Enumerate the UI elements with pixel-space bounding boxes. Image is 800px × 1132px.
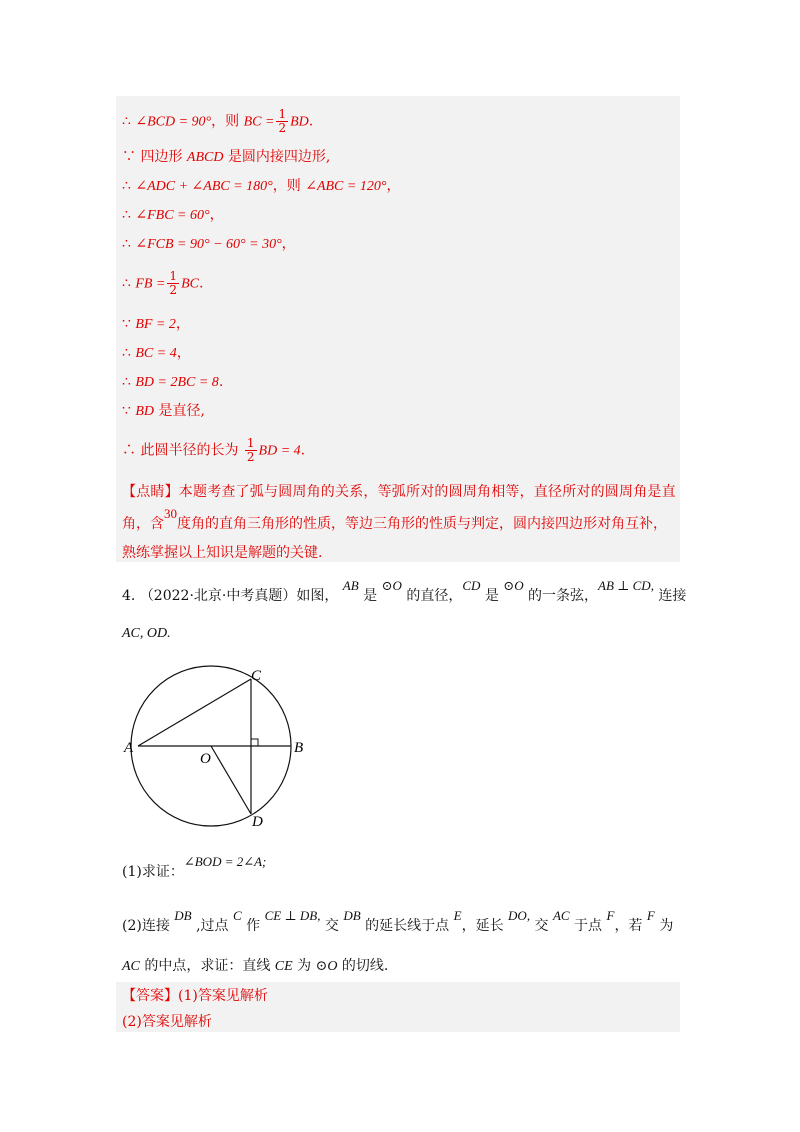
geometry-figure bbox=[118, 662, 318, 832]
right-angle-mark bbox=[251, 739, 258, 746]
solution-line-1: ∴ ∠BCD = 90°，则 BC = $\frac{1}{2}$ BD. bbox=[122, 107, 314, 135]
part-2: (2)连接 DB ,过点 C 作 CE ⊥ DB, 交 DB 的延长线于点 E，延长 DO, 交 AC 于点 F，若 F 为 bbox=[122, 908, 674, 934]
solution-line-6: ∴ FB = $\frac{1}{2}$ BC. bbox=[122, 269, 204, 297]
part-2-cont: AC 的中点，求证：直线 CE 为 ⊙O 的切线. bbox=[122, 958, 389, 974]
label-b: B bbox=[294, 740, 304, 756]
note-line-1: 【点睛】本题考查了弧与圆周角的关系，等弧所对的圆周角相等，直径所对的圆周角是直 bbox=[122, 484, 676, 500]
solution-line-4: ∴ ∠FBC = 60°， bbox=[122, 207, 224, 223]
segment-od bbox=[211, 746, 251, 814]
solution-line-5: ∴ ∠FCB = 90° − 60° = 30°， bbox=[122, 236, 296, 252]
solution-line-2: ∵ 四边形 ABCD 是圆内接四边形, bbox=[122, 149, 331, 165]
label-d: D bbox=[252, 814, 263, 830]
solution-line-8: ∴ BC = 4， bbox=[122, 345, 191, 361]
answer-line-2: (2)答案见解析 bbox=[122, 1014, 212, 1030]
fraction: $\frac{1}{2}$ bbox=[169, 269, 178, 297]
solution-line-9: ∴ BD = 2BC = 8. bbox=[122, 374, 224, 390]
label-a: A bbox=[124, 740, 134, 756]
question-line-2: AC, OD. bbox=[122, 626, 171, 641]
fraction: $\frac{1}{2}$ bbox=[246, 436, 255, 464]
solution-line-7: ∵ BF = 2， bbox=[122, 316, 190, 332]
solution-line-11: ∴ 此圆半径的长为 $\frac{1}{2}$ BD = 4. bbox=[122, 436, 306, 464]
fraction: $\frac{1}{2}$ bbox=[278, 107, 287, 135]
solution-line-3: ∴ ∠ADC + ∠ABC = 180°，则 ∠ABC = 120°， bbox=[122, 178, 401, 194]
note-line-2: 角，含30度角的直角三角形的性质，等边三角形的性质与判定，圆内接四边形对角互补， bbox=[122, 506, 667, 532]
part-1: (1)求证：∠BOD = 2∠A; bbox=[122, 854, 267, 880]
label-c: C bbox=[251, 668, 262, 684]
answer-line-1: 【答案】(1)答案见解析 bbox=[122, 988, 268, 1004]
question-line-1: 4. （2022·北京·中考真题）如图， AB 是 ⊙O 的直径，CD 是 ⊙O 的一条弦，AB ⊥ CD, 连接 bbox=[122, 578, 687, 604]
note-line-3: 熟练掌握以上知识是解题的关键. bbox=[122, 545, 323, 561]
label-o: O bbox=[200, 751, 211, 767]
solution-line-10: ∵ BD 是直径, bbox=[122, 403, 205, 419]
